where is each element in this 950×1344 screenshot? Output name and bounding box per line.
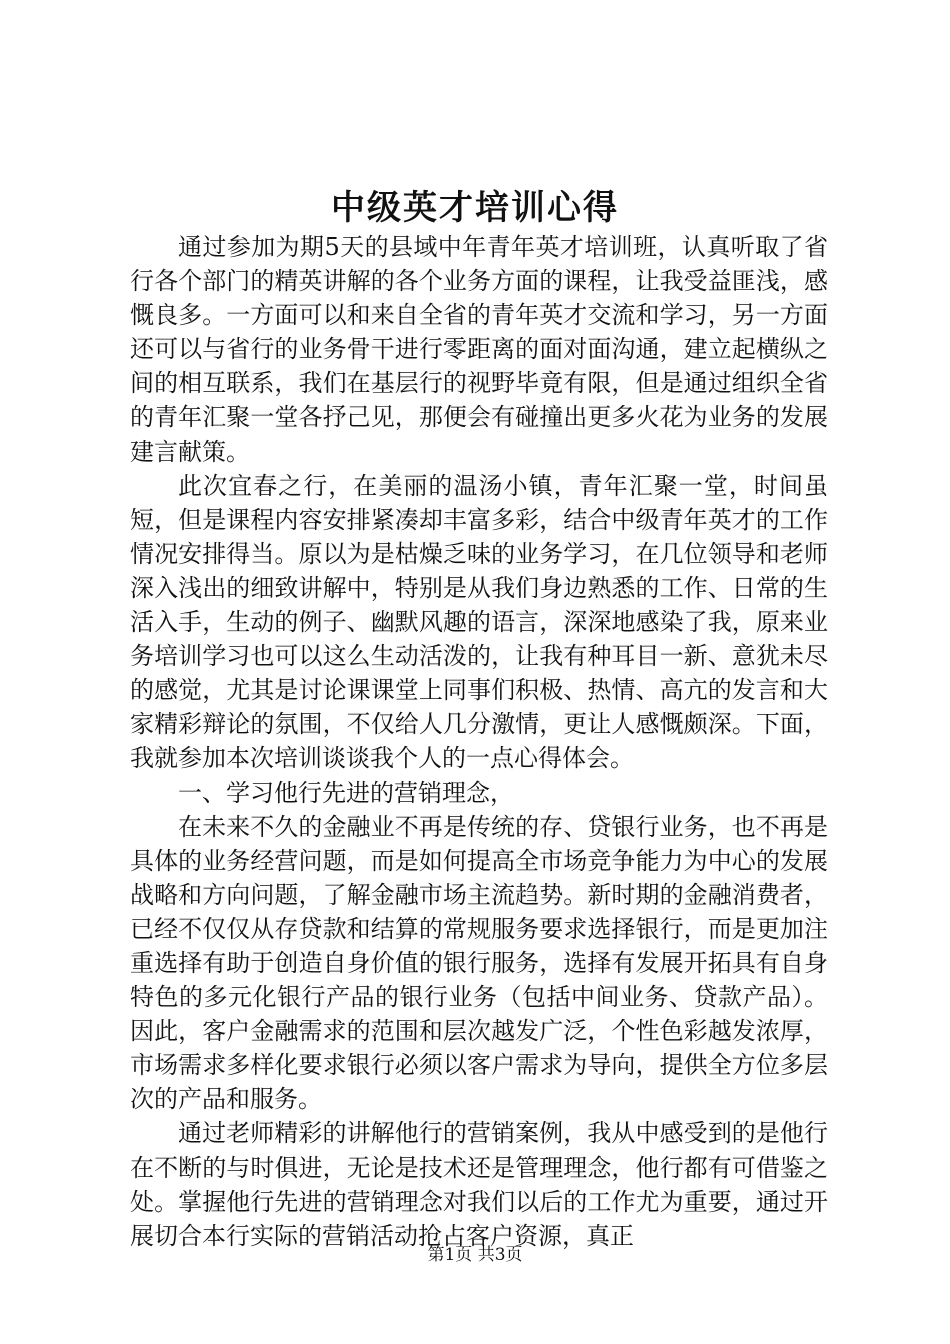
page-number-footer: 第1页 共3页: [427, 1245, 523, 1265]
paragraph-yichun-trip: 此次宜春之行，在美丽的温汤小镇，青年汇聚一堂，时间虽短，但是课程内容安排紧凑却丰富多彩，结合中级青年英才的工作情况安排得当。原以为是枯燥乏味的业务学习，在几位领导和老师深入浅出的细致讲解中，特别是从我们身边熟悉的工作、日常的生活入手，生动的例子、幽默风趣的语言，深深地感染了我，原来业务培训学习也可以这么生动活泼的，让我有种耳目一新、意犹未尽的感觉，尤其是讨论课课堂上同事们积极、热情、高亢的发言和大家精彩辩论的氛围，不仅给人几分激情，更让人感慨颇深。下面，我就参加本次培训谈谈我个人的一点心得体会。: [130, 471, 828, 773]
paragraph-finance-trends: 在未来不久的金融业不再是传统的存、贷银行业务，也不再是具体的业务经营问题，而是如何提高全市场竞争能力为中心的发展战略和方向问题，了解金融市场主流趋势。新时期的金融消费者，已经不仅仅从存贷款和结算的常规服务要求选择银行，而是更加注重选择有助于创造自身价值的银行服务，选择有发展开拓具有自身特色的多元化银行产品的银行业务（包括中间业务、贷款产品）。因此，客户金融需求的范围和层次越发广泛，个性色彩越发浓厚，市场需求多样化要求银行必须以客户需求为导向，提供全方位多层次的产品和服务。: [130, 812, 828, 1114]
document-body: [130, 230, 828, 1253]
document-title: 中级英才培训心得: [331, 188, 619, 228]
paragraph-marketing-cases: 通过老师精彩的讲解他行的营销案例，我从中感受到的是他行在不断的与时俱进，无论是技术还是管理理念，他行都有可借鉴之处。掌握他行先进的营销理念对我们以后的工作尤为重要，通过开展切合本行实际的营销活动抢占客户资源，真正: [130, 1119, 828, 1250]
paragraph-intro: 通过参加为期5天的县域中年青年英才培训班，认真听取了省行各个部门的精英讲解的各个业务方面的课程，让我受益匪浅，感慨良多。一方面可以和来自全省的青年英才交流和学习，另一方面还可以与省行的业务骨干进行零距离的面对面沟通，建立起横纵之间的相互联系，我们在基层行的视野毕竟有限，但是通过组织全省的青年汇聚一堂各抒己见，那便会有碰撞出更多火花为业务的发展建言献策。: [130, 233, 828, 466]
section-heading-marketing: 一、学习他行先进的营销理念，: [178, 778, 514, 807]
